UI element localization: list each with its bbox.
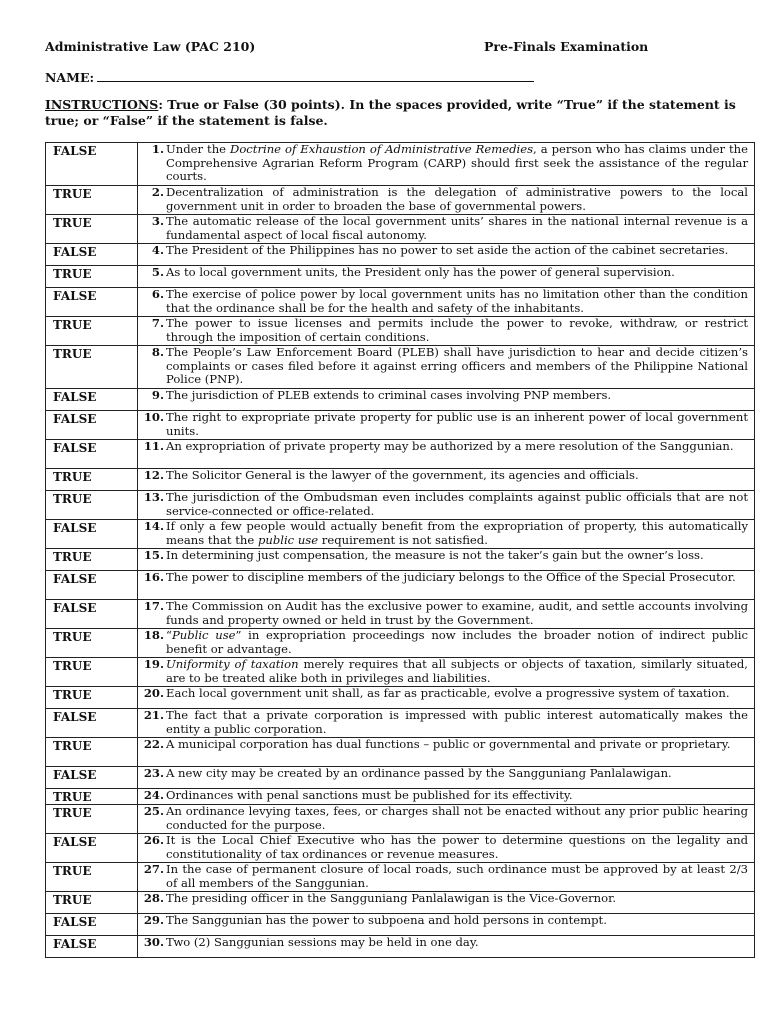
question-cell (138, 288, 755, 317)
question-cell (138, 215, 755, 244)
table-row (46, 244, 755, 266)
question-cell (138, 520, 755, 549)
question-number: 5. (151, 265, 164, 279)
answer-cell: TRUE (46, 687, 138, 709)
question-text (166, 288, 748, 315)
question-text-part: Two (2) Sanggunian sessions may be held in one day. (166, 935, 479, 949)
question-cell (138, 914, 755, 936)
question-cell (138, 658, 755, 687)
question-text-part: , a person who has claims under the Comprehensive Agrarian Reform Program (CARP) should first seek the assistance of the regular courts. (166, 142, 749, 184)
answer-cell: TRUE (46, 491, 138, 520)
question-cell (138, 805, 755, 834)
question-text-part: The Sanggunian has the power to subpoena and hold persons in contempt. (166, 913, 607, 927)
question-number: 21. (143, 708, 164, 722)
course-title: Administrative Law (PAC 210) (45, 39, 256, 54)
question-text (166, 491, 748, 518)
answer-cell: TRUE (46, 186, 138, 215)
table-row (46, 389, 755, 411)
question-text-part: The People’s Law Enforcement Board (PLEB) shall have jurisdiction to hear and decide citizen’s complaints or cases filed before it against erring officers and members of the Philippine National Police (PNP). (166, 345, 748, 387)
table-row (46, 440, 755, 469)
question-text (166, 440, 748, 454)
question-number: 14. (143, 519, 164, 533)
question-cell (138, 709, 755, 738)
question-number: 18. (143, 628, 164, 642)
name-line (45, 70, 534, 85)
question-cell (138, 186, 755, 215)
question-emphasis: Uniformity of taxation (166, 657, 299, 671)
question-number: 6. (151, 287, 164, 301)
table-row (46, 709, 755, 738)
table-row (46, 600, 755, 629)
question-text (166, 936, 748, 950)
question-text-part: Each local government unit shall, as far as practicable, evolve a progressive system of taxation. (166, 686, 730, 700)
instructions (45, 97, 755, 129)
question-cell (138, 411, 755, 440)
question-text-part: In determining just compensation, the measure is not the taker’s gain but the owner’s loss. (166, 548, 704, 562)
question-text-part: The right to expropriate private property for public use is an inherent power of local government units. (166, 410, 748, 438)
answer-cell: FALSE (46, 936, 138, 958)
answer-cell: FALSE (46, 389, 138, 411)
question-cell (138, 600, 755, 629)
question-text (166, 346, 748, 387)
question-cell (138, 266, 755, 288)
question-number: 20. (143, 686, 164, 700)
question-cell (138, 892, 755, 914)
question-number: 9. (151, 388, 164, 402)
question-text (166, 789, 748, 803)
table-row (46, 571, 755, 600)
name-blank[interactable] (97, 70, 534, 82)
question-emphasis: Public use (171, 628, 236, 642)
answer-cell: FALSE (46, 411, 138, 440)
question-number: 27. (143, 862, 164, 876)
question-text (166, 687, 748, 701)
question-text (166, 266, 748, 280)
question-text-part: A new city may be created by an ordinance passed by the Sangguniang Panlalawigan. (166, 766, 672, 780)
question-number: 8. (151, 345, 164, 359)
question-text-part: If only a few people would actually benefit from the expropriation of property, this automatically means that the (166, 519, 748, 547)
table-row (46, 767, 755, 789)
question-text-part: The automatic release of the local government units’ shares in the national internal revenue is a fundamental aspect of local fiscal autonomy. (166, 214, 748, 242)
question-text (166, 317, 748, 344)
question-number: 22. (143, 737, 164, 751)
question-text (166, 892, 748, 906)
instructions-label: INSTRUCTIONS (45, 97, 159, 112)
exam-title: Pre-Finals Examination (484, 39, 649, 54)
table-row (46, 738, 755, 767)
question-text-part: An expropriation of private property may be authorized by a mere resolution of the Sanggunian. (166, 439, 734, 453)
question-text-part: merely requires that all subjects or objects of taxation, similarly situated, are to be treated alike both in privileges and liabilities. (166, 657, 748, 685)
table-row (46, 629, 755, 658)
answer-cell: FALSE (46, 288, 138, 317)
question-text (166, 244, 748, 258)
question-number: 17. (143, 599, 164, 613)
question-cell (138, 863, 755, 892)
question-number: 1. (151, 142, 164, 156)
table-row (46, 288, 755, 317)
question-text (166, 411, 748, 438)
table-row (46, 658, 755, 687)
question-text-part: The fact that a private corporation is impressed with public interest automatically makes the entity a public corporation. (166, 708, 748, 736)
question-cell (138, 738, 755, 767)
question-emphasis: public use (257, 532, 319, 547)
table-row (46, 834, 755, 863)
question-cell (138, 629, 755, 658)
table-row (46, 317, 755, 346)
question-text-part: The power to discipline members of the judiciary belongs to the Office of the Special Prosecutor. (166, 570, 736, 584)
table-row (46, 346, 755, 389)
answer-cell: FALSE (46, 520, 138, 549)
question-number: 29. (143, 913, 164, 927)
question-number: 2. (151, 185, 164, 199)
question-cell (138, 389, 755, 411)
question-text (166, 186, 748, 213)
question-text-part: In the case of permanent closure of local roads, such ordinance must be approved by at least 2/3 of all members of the Sanggunian. (166, 862, 748, 890)
answer-cell: TRUE (46, 266, 138, 288)
table-row (46, 266, 755, 288)
question-number: 26. (143, 833, 164, 847)
answer-cell: FALSE (46, 571, 138, 600)
question-number: 30. (143, 935, 164, 949)
table-row (46, 914, 755, 936)
answer-cell: TRUE (46, 317, 138, 346)
question-text-part: Under the (166, 142, 231, 156)
question-emphasis: Doctrine of Exhaustion of Administrative Remedies (230, 142, 534, 156)
question-number: 16. (143, 570, 164, 584)
question-text (166, 389, 748, 403)
answer-cell: TRUE (46, 658, 138, 687)
question-number: 23. (143, 766, 164, 780)
table-row (46, 215, 755, 244)
question-text-part: requirement is not satisfied. (318, 532, 488, 547)
table-row (46, 186, 755, 215)
question-text (166, 549, 748, 563)
instructions-text: : True or False (30 points). In the spaces provided, write “True” if the statement is true; or “False” if the statement is false. (45, 97, 736, 128)
question-cell (138, 346, 755, 389)
question-text (166, 914, 748, 928)
answer-table (45, 142, 755, 958)
question-text-part: The presiding officer in the Sangguniang Panlalawigan is the Vice-Governor. (166, 891, 617, 905)
question-text-part: As to local government units, the President only has the power of general supervision. (166, 265, 675, 279)
question-text (166, 863, 748, 890)
question-cell (138, 143, 755, 186)
question-number: 15. (143, 548, 164, 562)
answer-cell: TRUE (46, 469, 138, 491)
question-text (166, 600, 748, 627)
question-cell (138, 571, 755, 600)
question-text-part: “ (166, 628, 172, 642)
name-label: NAME: (45, 70, 95, 85)
question-number: 11. (143, 439, 164, 453)
table-row (46, 892, 755, 914)
question-number: 4. (151, 243, 164, 257)
question-cell (138, 936, 755, 958)
question-cell (138, 767, 755, 789)
question-text (166, 215, 748, 242)
question-text (166, 629, 748, 656)
answer-cell: FALSE (46, 709, 138, 738)
question-text-part: The Commission on Audit has the exclusive power to examine, audit, and settle accounts involving funds and property owned or held in trust by the Government. (166, 599, 748, 627)
table-row (46, 805, 755, 834)
question-number: 12. (143, 468, 164, 482)
question-text-part: The Solicitor General is the lawyer of the government, its agencies and officials. (166, 468, 639, 482)
question-number: 3. (151, 214, 164, 228)
answer-cell: TRUE (46, 805, 138, 834)
answer-cell: TRUE (46, 215, 138, 244)
answer-cell: TRUE (46, 789, 138, 805)
question-text (166, 834, 748, 861)
answer-cell: FALSE (46, 143, 138, 186)
question-number: 19. (143, 657, 164, 671)
table-row (46, 411, 755, 440)
answer-cell: TRUE (46, 863, 138, 892)
question-text (166, 767, 748, 781)
question-cell (138, 687, 755, 709)
question-cell (138, 789, 755, 805)
question-text (166, 658, 748, 685)
question-text-part: Ordinances with penal sanctions must be published for its effectivity. (166, 788, 573, 802)
answer-cell: FALSE (46, 834, 138, 863)
question-text (166, 469, 748, 483)
question-number: 13. (143, 490, 164, 504)
question-cell (138, 317, 755, 346)
question-text-part: It is the Local Chief Executive who has the power to determine questions on the legality and constitutionality of tax ordinances or revenue measures. (166, 833, 748, 861)
answer-cell: TRUE (46, 346, 138, 389)
question-number: 24. (143, 788, 164, 802)
question-text-part: The exercise of police power by local government units has no limitation other than the condition that the ordinance shall be for the health and safety of the inhabitants. (166, 287, 748, 315)
question-number: 28. (143, 891, 164, 905)
question-text (166, 738, 748, 752)
question-text (166, 143, 748, 184)
question-cell (138, 469, 755, 491)
question-text (166, 571, 748, 585)
question-text-part: An ordinance levying taxes, fees, or charges shall not be enacted without any prior public hearing conducted for the purpose. (166, 804, 748, 832)
table-row (46, 520, 755, 549)
question-text (166, 520, 748, 547)
answer-cell: TRUE (46, 629, 138, 658)
question-text-part: The jurisdiction of PLEB extends to criminal cases involving PNP members. (166, 388, 612, 402)
answer-cell: TRUE (46, 549, 138, 571)
question-text-part: Decentralization of administration is the delegation of administrative powers to the local government unit in order to broaden the base of governmental powers. (166, 185, 748, 213)
question-text-part: The power to issue licenses and permits include the power to revoke, withdraw, or restrict through the imposition of certain conditions. (166, 316, 748, 344)
answer-cell: FALSE (46, 914, 138, 936)
table-row (46, 549, 755, 571)
question-text (166, 709, 748, 736)
answer-cell: FALSE (46, 600, 138, 629)
table-row (46, 469, 755, 491)
question-text-part: The President of the Philippines has no power to set aside the action of the cabinet secretaries. (166, 243, 729, 257)
answer-cell: FALSE (46, 767, 138, 789)
question-cell (138, 491, 755, 520)
question-text-part: ” in expropriation proceedings now includes the broader notion of indirect public benefit or advantage. (166, 628, 749, 656)
table-row (46, 936, 755, 958)
question-number: 7. (151, 316, 164, 330)
question-text (166, 805, 748, 832)
table-row (46, 143, 755, 186)
question-cell (138, 244, 755, 266)
question-cell (138, 440, 755, 469)
question-number: 10. (143, 410, 164, 424)
table-row (46, 789, 755, 805)
question-cell (138, 834, 755, 863)
answer-cell: TRUE (46, 738, 138, 767)
table-row (46, 491, 755, 520)
table-row (46, 863, 755, 892)
answer-cell: FALSE (46, 244, 138, 266)
question-cell (138, 549, 755, 571)
answer-cell: FALSE (46, 440, 138, 469)
question-text-part: The jurisdiction of the Ombudsman even includes complaints against public officials that are not service-connected or office-related. (166, 490, 748, 518)
question-text-part: A municipal corporation has dual functions – public or governmental and private or proprietary. (166, 737, 731, 751)
answer-cell: TRUE (46, 892, 138, 914)
table-row (46, 687, 755, 709)
question-number: 25. (143, 804, 164, 818)
